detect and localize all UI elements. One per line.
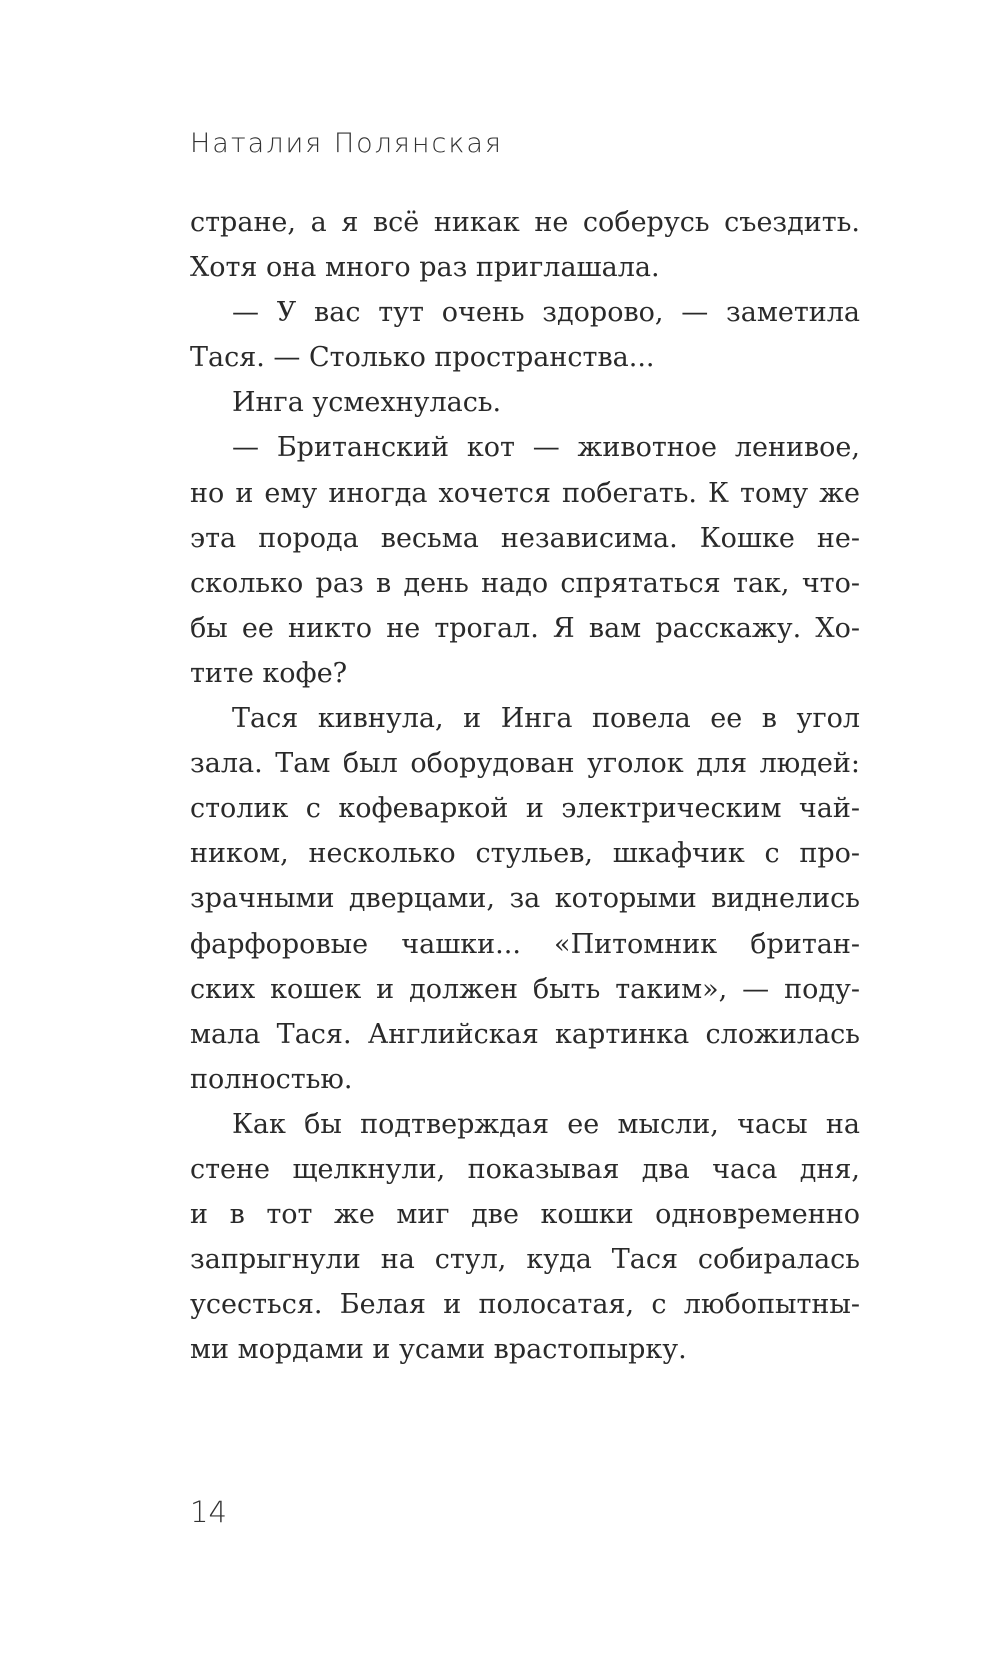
text-line: сколько раз в день надо спрятаться так, что- [190,567,860,599]
page-number: 14 [190,1495,227,1529]
text-line: ми мордами и усами врастопырку. [190,1334,687,1366]
text-line: усесться. Белая и полосатая, с любопытны- [190,1289,860,1321]
body-text [190,200,860,1372]
running-head-author: Наталия Полянская [190,128,503,159]
text-line: Хотя она много раз приглашала. [190,252,660,284]
text-line: ских кошек и должен быть таким», — поду- [190,973,860,1005]
text-line: — Британский кот — животное ленивое, [232,432,860,464]
text-line: тите кофе? [190,657,348,689]
text-line: запрыгнули на стул, куда Тася собиралась [190,1244,860,1276]
text-line: мала Тася. Английская картинка сложилась [190,1018,860,1050]
text-line: зала. Там был оборудован уголок для людей: [190,748,860,780]
text-line: стене щелкнули, показывая два часа дня, [190,1153,860,1185]
text-line: бы ее никто не трогал. Я вам расскажу. Хо- [190,612,860,644]
text-line: но и ему иногда хочется побегать. К тому же [190,477,860,509]
text-line: Как бы подтверждая ее мысли, часы на [232,1108,860,1140]
text-line: стране, а я всё никак не соберусь съездить. [190,207,860,238]
text-line: — У вас тут очень здорово, — заметила [232,297,860,329]
text-line: Инга усмехнулась. [232,387,502,419]
text-line: Тася кивнула, и Инга повела ее в угол [232,703,860,735]
text-line: и в тот же миг две кошки одновременно [190,1199,860,1231]
text-line: столик с кофеваркой и электрическим чай- [190,793,860,825]
text-line: зрачными дверцами, за которыми виднелись [190,883,860,915]
text-line: эта порода весьма независима. Кошке не- [190,522,860,554]
text-line: Тася. — Столько пространства... [190,342,655,374]
text-line: полностью. [190,1063,353,1095]
text-line: ником, несколько стульев, шкафчик с про- [190,838,860,870]
text-line: фарфоровые чашки... «Питомник британ- [190,928,860,960]
